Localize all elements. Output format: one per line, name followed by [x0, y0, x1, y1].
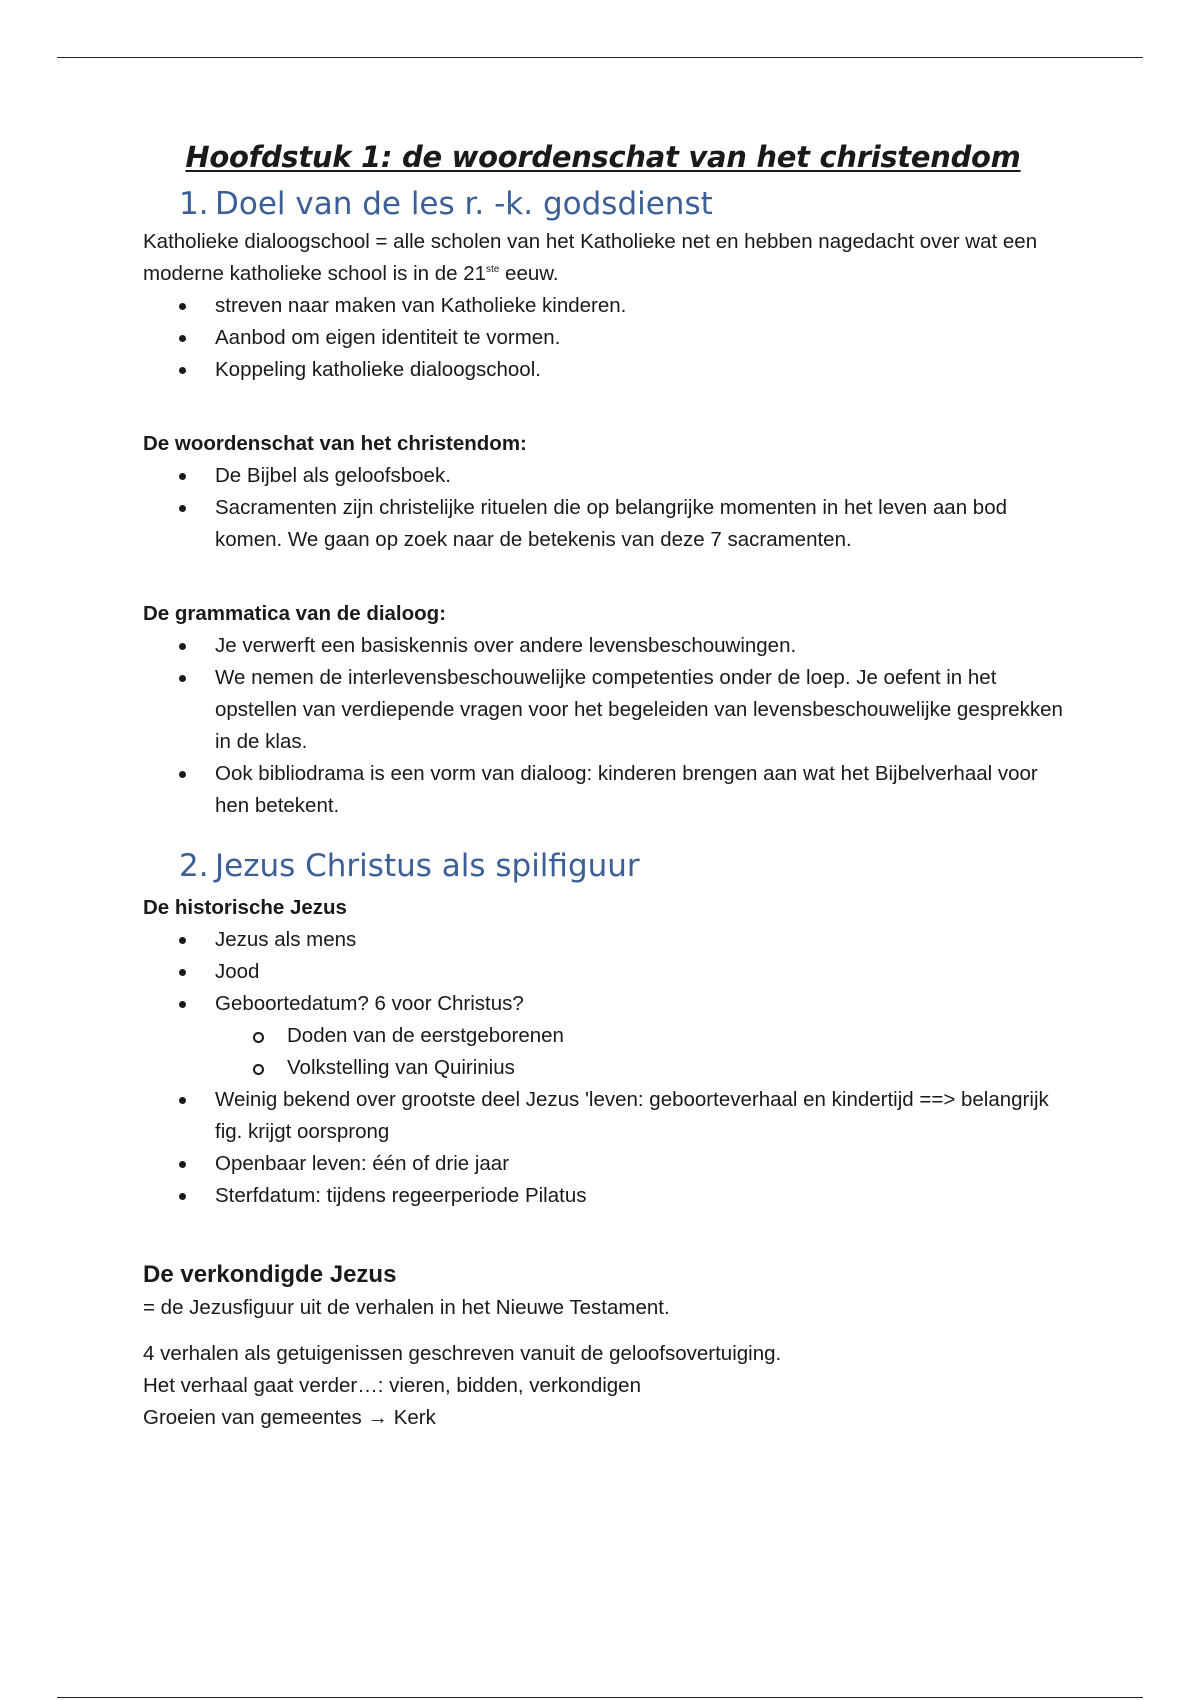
list-item-text: Openbaar leven: één of drie jaar: [215, 1152, 510, 1175]
woordenschat-label: De woordenschat van het christendom:: [143, 432, 527, 455]
right-arrow-icon: →: [367, 1406, 388, 1429]
list-item-text: We nemen de interlevensbeschouwelijke competenties onder de loep. Je oefent in het opstellen van verdiepende vragen voor het begeleiden van levensbeschouwelijke gesprekken in de klas.: [215, 666, 1063, 753]
list-item-text: Sacramenten zijn christelijke rituelen die op belangrijke momenten in het leven aan bod komen. We gaan op zoek naar de betekenis van deze 7 sacramenten.: [215, 496, 1007, 551]
goal-list: [143, 290, 1063, 386]
section-heading-2: [143, 844, 1063, 888]
intro-paragraph: [143, 226, 1063, 290]
bullet-icon: [179, 473, 186, 480]
verkondigd-definition: = de Jezusfiguur uit de verhalen in het Nieuwe Testament.: [143, 1296, 670, 1319]
list-item: [215, 1180, 1063, 1212]
hollow-bullet-icon: [253, 1064, 264, 1075]
bullet-icon: [179, 969, 186, 976]
list-item: [215, 988, 1063, 1084]
section-heading-text: Jezus Christus als spilfiguur: [215, 848, 640, 884]
bullet-icon: [179, 303, 186, 310]
bullet-icon: [179, 675, 186, 682]
historisch-label: De historische Jezus: [143, 896, 347, 919]
intro-superscript: ste: [486, 264, 500, 276]
list-item: [215, 290, 1063, 322]
list-item: [215, 322, 1063, 354]
footer-rule: [57, 1697, 1143, 1698]
sub-list-item-text: Doden van de eerstgeborenen: [287, 1024, 564, 1047]
bullet-icon: [179, 1097, 186, 1104]
sub-list-item: [287, 1052, 1063, 1084]
list-item: [215, 956, 1063, 988]
bullet-icon: [179, 1161, 186, 1168]
text-line: Het verhaal gaat verder…: vieren, bidden, verkondigen: [143, 1374, 641, 1397]
grammatica-label: De grammatica van de dialoog:: [143, 602, 447, 625]
bullet-icon: [179, 1001, 186, 1008]
bullet-icon: [179, 643, 186, 650]
intro-text-end: eeuw.: [499, 262, 559, 285]
list-item: [215, 460, 1063, 492]
text-before-arrow: Groeien van gemeentes: [143, 1406, 368, 1429]
list-item-text: Geboortedatum? 6 voor Christus?: [215, 992, 524, 1015]
list-item: [215, 758, 1063, 822]
header-rule: [57, 57, 1143, 58]
text-line: 4 verhalen als getuigenissen geschreven vanuit de geloofsovertuiging.: [143, 1342, 782, 1365]
section-heading-text: Doel van de les r. -k. godsdienst: [215, 186, 713, 222]
sub-list-item: [287, 1020, 1063, 1052]
list-item: [215, 1148, 1063, 1180]
list-item: [215, 630, 1063, 662]
list-item-text: Koppeling katholieke dialoogschool.: [215, 358, 541, 381]
section-number: 2.: [179, 848, 209, 884]
document-body: [143, 140, 1063, 1434]
bullet-icon: [179, 335, 186, 342]
section-number: 1.: [179, 186, 209, 222]
list-item-text: Je verwerft een basiskennis over andere levensbeschouwingen.: [215, 634, 797, 657]
intro-text: Katholieke dialoogschool = alle scholen van het Katholieke net en hebben nagedacht over wat een moderne katholieke school is in de 21: [143, 230, 1038, 285]
document-title: Hoofdstuk 1: de woordenschat van het christendom: [185, 140, 1021, 174]
list-item: [215, 354, 1063, 386]
list-item-text: Jood: [215, 960, 260, 983]
list-item-text: Sterfdatum: tijdens regeerperiode Pilatus: [215, 1184, 587, 1207]
list-item-text: Ook bibliodrama is een vorm van dialoog: kinderen brengen aan wat het Bijbelverhaal voor hen betekent.: [215, 762, 1038, 817]
bullet-icon: [179, 367, 186, 374]
bullet-icon: [179, 771, 186, 778]
text-line-last: [143, 1402, 1063, 1434]
list-item: [215, 924, 1063, 956]
bullet-icon: [179, 505, 186, 512]
list-item-text: Jezus als mens: [215, 928, 357, 951]
bullet-icon: [179, 1193, 186, 1200]
list-item: [215, 492, 1063, 556]
sub-list: [215, 1020, 1063, 1084]
list-item-text: Weinig bekend over grootste deel Jezus 'leven: geboorteverhaal en kindertijd ==> belangrijk fig. krijgt oorsprong: [215, 1088, 1049, 1143]
list-item-text: Aanbod om eigen identiteit te vormen.: [215, 326, 561, 349]
text-after-arrow: Kerk: [388, 1406, 436, 1429]
historisch-list: [143, 924, 1063, 1212]
sub-list-item-text: Volkstelling van Quirinius: [287, 1056, 515, 1079]
hollow-bullet-icon: [253, 1032, 264, 1043]
grammatica-list: [143, 630, 1063, 822]
section-heading-1: [143, 182, 1063, 226]
list-item-text: De Bijbel als geloofsboek.: [215, 464, 451, 487]
list-item: [215, 662, 1063, 758]
bullet-icon: [179, 937, 186, 944]
verkondigd-heading: De verkondigde Jezus: [143, 1261, 397, 1288]
list-item: [215, 1084, 1063, 1148]
woordenschat-list: [143, 460, 1063, 556]
list-item-text: streven naar maken van Katholieke kinderen.: [215, 294, 627, 317]
